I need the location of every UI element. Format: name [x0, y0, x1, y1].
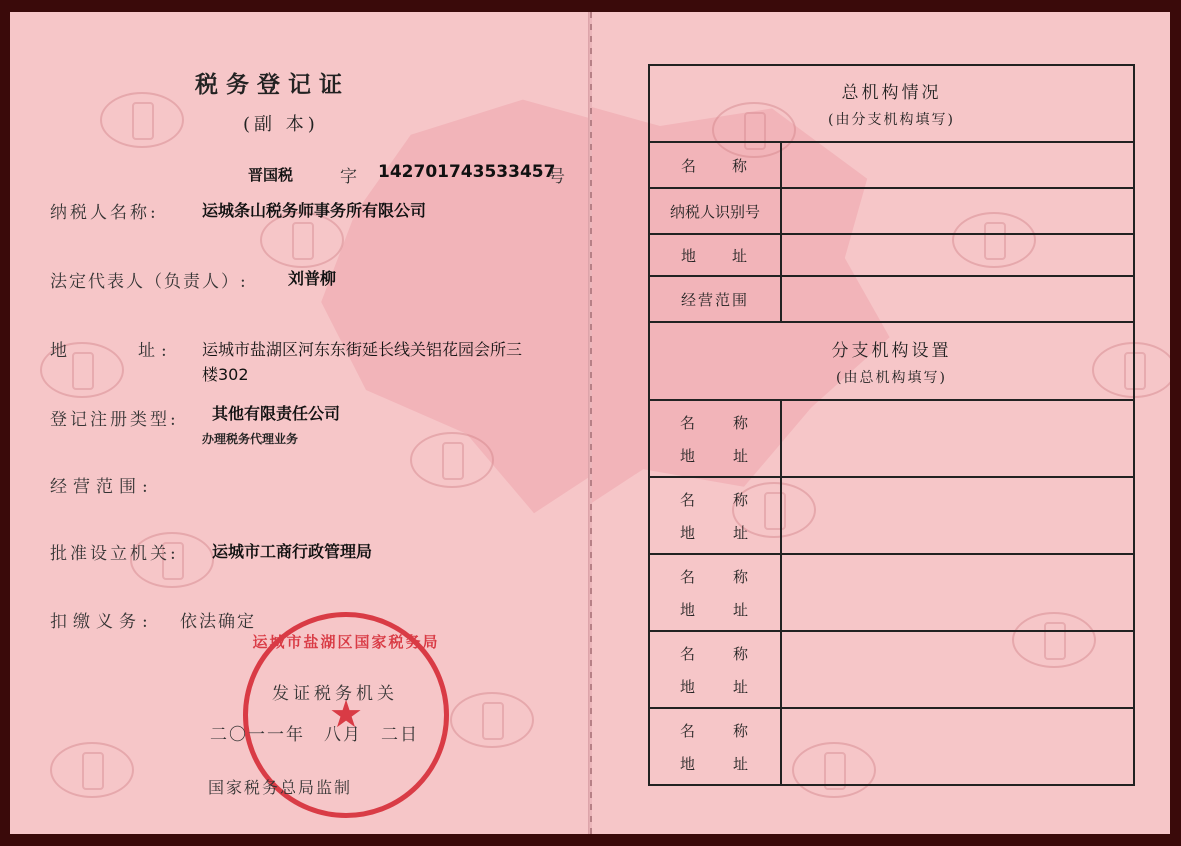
cert-prefix: 晋国税: [248, 166, 294, 184]
branch-name-label: 称: [732, 644, 750, 663]
cert-char: 字: [340, 167, 363, 187]
business-scope-label: 经营范围:: [50, 477, 154, 497]
legal-rep-value: 刘普柳: [288, 269, 337, 288]
branch-value: [781, 554, 1134, 631]
branch-labels: [649, 554, 781, 631]
branch-labels: [649, 631, 781, 708]
branch-title: 分支机构设置: [831, 340, 952, 361]
branch-value: [781, 631, 1134, 708]
branch-name-label: 称: [732, 567, 750, 586]
cert-number: 142701743533457: [378, 162, 556, 182]
branch-address-label: 地: [680, 677, 698, 696]
legal-rep-label: 法定代表人（负责人）:: [50, 272, 248, 292]
branch-address-label: 地: [680, 523, 698, 542]
branch-name-label: 称: [732, 490, 750, 509]
address-label-1: 地: [50, 341, 73, 361]
emblem-watermark: [450, 692, 534, 748]
withholding-label: 扣缴义务:: [50, 612, 154, 632]
right-page: [592, 12, 1170, 834]
hq-name-value: [781, 142, 1134, 188]
branch-value: [781, 400, 1134, 477]
hq-tin-label: 纳税人识别号: [649, 188, 781, 234]
hq-address-value: [781, 234, 1134, 276]
institution-table: [648, 64, 1135, 786]
branch-name-label: 名: [680, 490, 698, 509]
branch-value: [781, 477, 1134, 554]
branch-address-label: 址: [732, 523, 750, 542]
branch-name-label: 称: [732, 413, 750, 432]
hq-scope-value: [781, 276, 1134, 322]
supervised-by: 国家税务总局监制: [208, 778, 353, 797]
emblem-watermark: [410, 432, 494, 488]
branch-value: [781, 708, 1134, 785]
branch-name-label: 称: [732, 721, 750, 740]
reg-type-note: 办理税务代理业务: [202, 432, 299, 446]
hq-subtitle: (由分支机构填写): [828, 112, 955, 128]
document-title: 税务登记证: [195, 71, 350, 98]
branch-labels: [649, 708, 781, 785]
hq-tin-value: [781, 188, 1134, 234]
branch-name-label: 名: [680, 644, 698, 663]
address-label-2: 址:: [138, 341, 173, 361]
branch-name-label: 名: [680, 413, 698, 432]
branch-name-label: 名: [680, 567, 698, 586]
cert-suffix: 号: [548, 167, 571, 187]
branch-address-label: 地: [680, 754, 698, 773]
issuer-label: 发证税务机关: [272, 684, 398, 704]
hq-scope-label: 经营范围: [649, 276, 781, 322]
approval-authority-label: 批准设立机关:: [50, 544, 179, 564]
branch-header: [649, 322, 1134, 400]
reg-type-label: 登记注册类型:: [50, 410, 179, 430]
branch-address-label: 址: [732, 446, 750, 465]
taxpayer-name-value: 运城条山税务师事务所有限公司: [202, 201, 427, 220]
seal-text: 运城市盐湖区国家税务局: [252, 633, 440, 651]
document-subtitle: (副 本): [243, 114, 319, 135]
branch-address-label: 址: [732, 677, 750, 696]
hq-title: 总机构情况: [841, 83, 942, 103]
approval-authority-value: 运城市工商行政管理局: [212, 542, 373, 561]
branch-address-label: 地: [680, 446, 698, 465]
branch-labels: [649, 400, 781, 477]
reg-type-value: 其他有限责任公司: [212, 404, 341, 423]
emblem-watermark: [100, 92, 184, 148]
branch-address-label: 址: [732, 754, 750, 773]
emblem-watermark: [50, 742, 134, 798]
hq-name-label: 名 称: [649, 142, 781, 188]
issue-date: 二〇一一年 八月 二日: [210, 725, 419, 745]
taxpayer-name-label: 纳税人名称:: [50, 203, 159, 223]
address-line-1: 运城市盐湖区河东东街延长线关铝花园会所三: [202, 340, 523, 359]
left-page: [10, 12, 590, 834]
seal-star-icon: ★: [329, 692, 364, 736]
branch-labels: [649, 477, 781, 554]
hq-header: [649, 65, 1134, 142]
branch-name-label: 名: [680, 721, 698, 740]
branch-address-label: 址: [732, 600, 750, 619]
hq-address-label: 地 址: [649, 234, 781, 276]
address-line-2: 楼302: [202, 365, 249, 384]
withholding-value: 依法确定: [180, 612, 256, 632]
branch-address-label: 地: [680, 600, 698, 619]
branch-subtitle: (由总机构填写): [836, 369, 947, 386]
